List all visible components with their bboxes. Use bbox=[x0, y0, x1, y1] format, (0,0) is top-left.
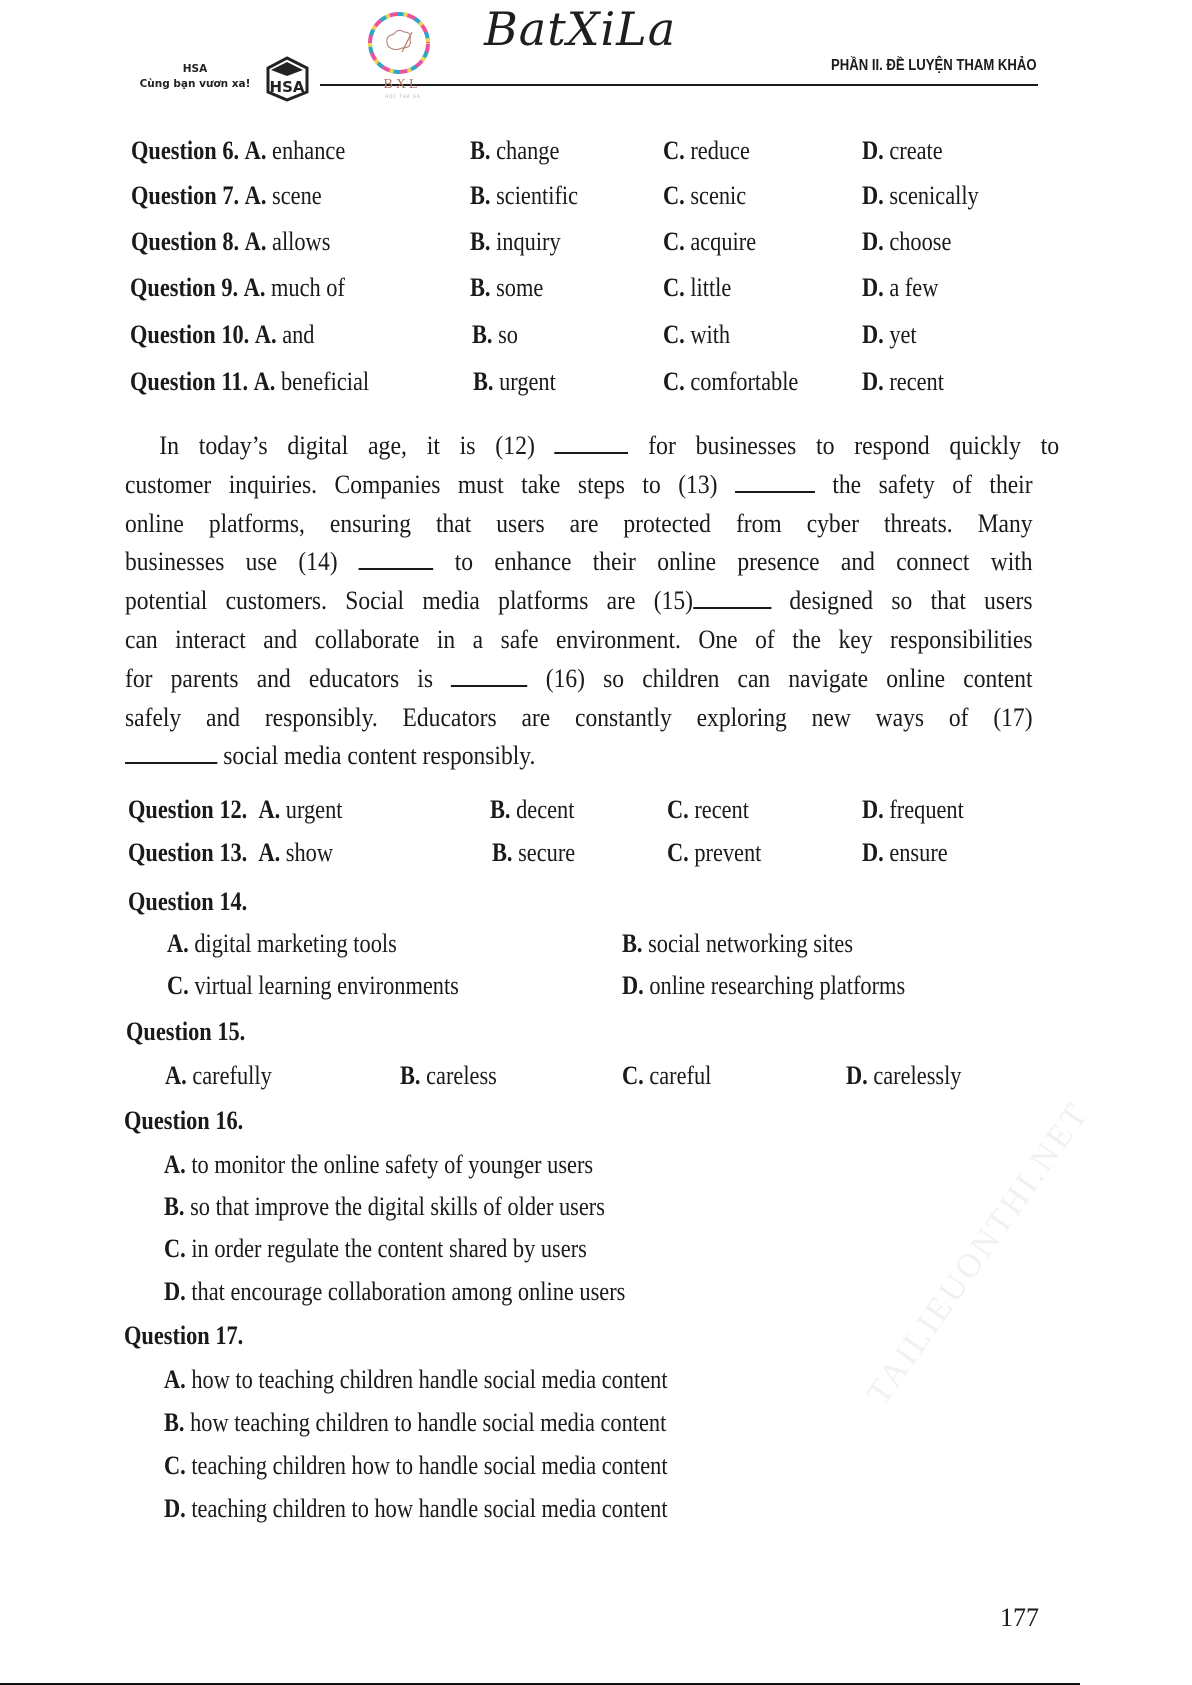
q15-option-b[interactable] bbox=[400, 1061, 497, 1091]
option-text: teaching children to how handle social media content bbox=[191, 1494, 668, 1523]
option-c[interactable]: comfortable bbox=[690, 367, 799, 396]
option-letter: C. bbox=[667, 795, 689, 824]
option-letter: D. bbox=[164, 1277, 186, 1306]
reading-passage bbox=[125, 426, 1060, 775]
option-letter: C. bbox=[164, 1234, 186, 1263]
option-a[interactable]: scene bbox=[272, 181, 322, 210]
passage-line bbox=[125, 736, 1033, 775]
option-letter: D. bbox=[846, 1061, 868, 1090]
option-a[interactable]: show bbox=[285, 838, 334, 867]
option-letter: B. bbox=[164, 1408, 185, 1437]
option-a[interactable]: allows bbox=[272, 227, 331, 256]
q15-option-d[interactable] bbox=[846, 1061, 961, 1091]
q14-option-d[interactable] bbox=[622, 971, 905, 1001]
passage-line bbox=[125, 465, 1033, 504]
brand-title: BatXiLa bbox=[484, 2, 677, 56]
question-16-label: Question 16. bbox=[124, 1106, 244, 1135]
passage-line bbox=[125, 698, 1033, 737]
option-text: virtual learning environments bbox=[194, 971, 459, 1000]
option-c[interactable]: scenic bbox=[690, 181, 747, 210]
q16-option-b[interactable] bbox=[164, 1192, 605, 1222]
passage-line bbox=[125, 504, 1033, 543]
passage-line bbox=[125, 659, 1033, 698]
option-letter: C. bbox=[622, 1061, 644, 1090]
option-letter: A. bbox=[244, 181, 267, 210]
passage-text: potential customers. Social media platforms are (15) bbox=[125, 585, 693, 616]
question-label: Question 13. bbox=[128, 838, 248, 867]
option-d[interactable]: ensure bbox=[889, 838, 948, 867]
question-label: Question 11. bbox=[130, 367, 249, 396]
q16-option-c[interactable] bbox=[164, 1234, 587, 1264]
blank-14[interactable] bbox=[359, 567, 434, 570]
passage-text: can interact and collaborate in a safe environment. One of the key responsibilities bbox=[125, 623, 1033, 654]
option-letter: B. bbox=[490, 795, 511, 824]
question-row bbox=[0, 320, 1192, 360]
option-letter: C. bbox=[167, 971, 189, 1000]
bxl-subtext: HỌC THẢ GA bbox=[385, 94, 421, 99]
option-b[interactable]: urgent bbox=[499, 367, 556, 396]
q15-option-a[interactable] bbox=[165, 1061, 272, 1091]
question-17-label: Question 17. bbox=[124, 1321, 244, 1350]
hsa-logo-icon bbox=[265, 56, 310, 102]
question-label: Question 10. bbox=[130, 320, 250, 349]
option-text: to monitor the online safety of younger users bbox=[191, 1150, 594, 1179]
option-letter: B. bbox=[164, 1192, 185, 1221]
passage-text: safely and responsibly. Educators are constantly exploring new ways of (17) bbox=[125, 701, 1033, 732]
option-d[interactable]: yet bbox=[889, 320, 917, 349]
option-d[interactable]: choose bbox=[889, 227, 952, 256]
option-letter: D. bbox=[862, 320, 884, 349]
option-c[interactable]: recent bbox=[694, 795, 749, 824]
question-label: Question 7. bbox=[131, 181, 240, 210]
question-row bbox=[0, 181, 1192, 221]
option-letter: A. bbox=[165, 1061, 187, 1090]
option-b[interactable]: decent bbox=[516, 795, 575, 824]
option-letter: B. bbox=[470, 181, 491, 210]
blank-16[interactable] bbox=[451, 684, 527, 687]
option-text: carelessly bbox=[873, 1061, 962, 1090]
option-letter: C. bbox=[663, 136, 685, 165]
option-c[interactable]: with bbox=[690, 320, 731, 349]
option-b[interactable]: secure bbox=[518, 838, 576, 867]
passage-text: designed so that users bbox=[771, 585, 1033, 616]
hsa-slogan: Cùng bạn vươn xa! bbox=[139, 78, 251, 90]
option-c[interactable]: little bbox=[690, 273, 732, 302]
passage-text: social media content responsibly. bbox=[217, 740, 536, 771]
option-letter: B. bbox=[472, 320, 493, 349]
bxl-text: BXL bbox=[383, 77, 421, 92]
option-letter: A. bbox=[164, 1365, 186, 1394]
q17-option-b[interactable] bbox=[164, 1408, 666, 1438]
option-b[interactable]: scientific bbox=[496, 181, 579, 210]
option-letter: C. bbox=[667, 838, 689, 867]
option-letter: A. bbox=[254, 320, 277, 349]
hsa-name: HSA bbox=[182, 63, 208, 75]
option-text: digital marketing tools bbox=[194, 929, 397, 958]
option-text: so that improve the digital skills of older users bbox=[190, 1192, 605, 1221]
option-letter: D. bbox=[862, 273, 884, 302]
passage-text: the safety of their bbox=[814, 468, 1033, 499]
option-letter: A. bbox=[243, 273, 266, 302]
option-letter: B. bbox=[400, 1061, 421, 1090]
blank-17[interactable] bbox=[125, 761, 217, 764]
question-label: Question 8. bbox=[131, 227, 240, 256]
question-15-label: Question 15. bbox=[126, 1017, 246, 1046]
option-c[interactable]: reduce bbox=[690, 136, 750, 165]
passage-line bbox=[125, 620, 1033, 659]
q17-option-c[interactable] bbox=[164, 1451, 668, 1481]
option-a[interactable]: enhance bbox=[272, 136, 346, 165]
passage-text: businesses use (14) bbox=[125, 546, 359, 577]
option-letter: A. bbox=[244, 227, 267, 256]
watermark: TAILIEUONTHI.NET bbox=[860, 1095, 1097, 1412]
option-letter: D. bbox=[622, 971, 644, 1000]
option-letter: D. bbox=[862, 838, 884, 867]
option-letter: A. bbox=[253, 367, 276, 396]
passage-line bbox=[125, 581, 1033, 620]
option-letter: C. bbox=[663, 181, 685, 210]
hsa-brand-text bbox=[135, 62, 255, 92]
q14-option-b[interactable] bbox=[622, 929, 853, 959]
option-letter: D. bbox=[862, 181, 884, 210]
question-row bbox=[0, 136, 1192, 176]
option-letter: B. bbox=[470, 136, 491, 165]
q16-option-d[interactable] bbox=[164, 1277, 625, 1307]
blank-12[interactable] bbox=[555, 451, 629, 454]
option-c[interactable]: prevent bbox=[694, 838, 762, 867]
option-text: that encourage collaboration among online users bbox=[191, 1277, 626, 1306]
option-letter: C. bbox=[663, 367, 685, 396]
question-row bbox=[0, 227, 1192, 267]
option-letter: A. bbox=[244, 136, 267, 165]
option-d[interactable]: a few bbox=[889, 273, 939, 302]
option-d[interactable]: scenically bbox=[889, 181, 979, 210]
option-text: online researching platforms bbox=[649, 971, 906, 1000]
passage-text: for businesses to respond quickly to bbox=[628, 430, 1060, 460]
option-text: in order regulate the content shared by users bbox=[191, 1234, 587, 1263]
option-text: social networking sites bbox=[648, 929, 854, 958]
option-d[interactable]: recent bbox=[889, 367, 944, 396]
option-letter: C. bbox=[164, 1451, 186, 1480]
q17-option-d[interactable] bbox=[164, 1494, 668, 1524]
option-a[interactable]: urgent bbox=[285, 795, 343, 824]
option-letter: C. bbox=[663, 320, 685, 349]
option-text: how teaching children to handle social media content bbox=[190, 1408, 667, 1437]
option-text: how to teaching children handle social media content bbox=[191, 1365, 668, 1394]
q17-option-a[interactable] bbox=[164, 1365, 668, 1395]
question-row bbox=[0, 273, 1192, 313]
option-letter: D. bbox=[862, 367, 884, 396]
option-letter: A. bbox=[164, 1150, 186, 1179]
option-c[interactable]: acquire bbox=[690, 227, 757, 256]
option-letter: B. bbox=[470, 227, 491, 256]
question-row bbox=[0, 367, 1192, 407]
passage-text: online platforms, ensuring that users are protected from cyber threats. Many bbox=[125, 507, 1033, 538]
option-letter: D. bbox=[862, 136, 884, 165]
q15-option-c[interactable] bbox=[622, 1061, 711, 1091]
option-letter: D. bbox=[862, 795, 884, 824]
blank-15[interactable] bbox=[693, 606, 771, 609]
question-label: Question 12. bbox=[128, 795, 248, 824]
option-b[interactable]: so bbox=[498, 320, 518, 349]
option-d[interactable]: frequent bbox=[889, 795, 964, 824]
question-label: Question 9. bbox=[130, 273, 239, 302]
option-letter: A. bbox=[258, 795, 281, 824]
passage-text: for parents and educators is bbox=[125, 662, 452, 693]
question-14-label: Question 14. bbox=[128, 887, 248, 916]
q14-option-a[interactable] bbox=[167, 929, 397, 959]
option-letter: B. bbox=[622, 929, 643, 958]
option-letter: B. bbox=[473, 367, 494, 396]
blank-13[interactable] bbox=[735, 490, 815, 493]
question-label: Question 6. bbox=[131, 136, 240, 165]
passage-text: In today’s digital age, it is (12) bbox=[159, 430, 555, 460]
option-letter: B. bbox=[492, 838, 513, 867]
option-letter: D. bbox=[164, 1494, 186, 1523]
option-b[interactable]: some bbox=[496, 273, 544, 302]
section-title: PHẦN II. ĐỀ LUYỆN THAM KHẢO bbox=[831, 57, 1037, 74]
option-letter: A. bbox=[258, 838, 281, 867]
option-text: teaching children how to handle social media content bbox=[191, 1451, 668, 1480]
q14-option-c[interactable] bbox=[167, 971, 459, 1001]
bxl-logo-icon bbox=[364, 8, 434, 78]
option-letter: B. bbox=[470, 273, 491, 302]
option-letter: C. bbox=[663, 273, 685, 302]
option-b[interactable]: inquiry bbox=[496, 227, 561, 256]
option-a[interactable]: much of bbox=[271, 273, 345, 302]
option-letter: D. bbox=[862, 227, 884, 256]
page-number: 177 bbox=[1000, 1603, 1039, 1632]
option-text: careful bbox=[649, 1061, 712, 1090]
option-text: carefully bbox=[192, 1061, 272, 1090]
option-letter: C. bbox=[663, 227, 685, 256]
question-row bbox=[0, 795, 1192, 835]
option-a[interactable]: and bbox=[282, 320, 315, 349]
passage-text: customer inquiries. Companies must take steps to (13) bbox=[125, 468, 735, 499]
option-a[interactable]: beneficial bbox=[280, 367, 370, 396]
svg-text:HSA: HSA bbox=[269, 78, 305, 96]
passage-line bbox=[125, 426, 1059, 465]
q16-option-a[interactable] bbox=[164, 1150, 593, 1180]
passage-text: to enhance their online presence and connect with bbox=[433, 546, 1033, 577]
option-text: careless bbox=[426, 1061, 497, 1090]
option-b[interactable]: change bbox=[496, 136, 560, 165]
option-d[interactable]: create bbox=[889, 136, 943, 165]
passage-line bbox=[125, 542, 1033, 581]
passage-text: (16) so children can navigate online content bbox=[527, 662, 1033, 693]
option-letter: A. bbox=[167, 929, 189, 958]
question-row bbox=[0, 838, 1192, 878]
